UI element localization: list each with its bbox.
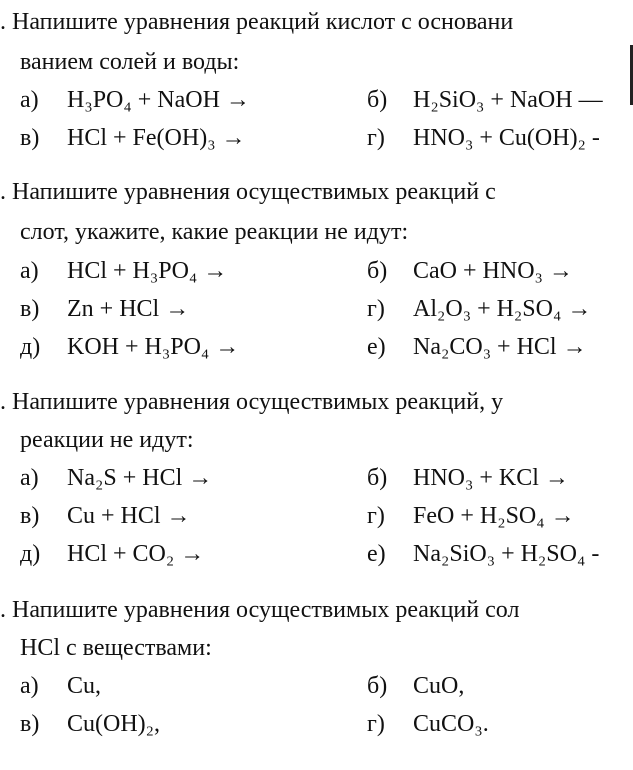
item-label: г) bbox=[367, 503, 385, 529]
reaction-formula: HCl + CO₂ → bbox=[67, 541, 205, 567]
item-label: б) bbox=[367, 87, 388, 113]
task-3-text-line-1: . Напишите уравнения осуществимых реакций, у bbox=[0, 389, 504, 415]
item-label: д) bbox=[20, 334, 41, 360]
item-label: г) bbox=[367, 296, 385, 322]
task-3-row-1 bbox=[0, 458, 633, 498]
task-2-row-2 bbox=[0, 289, 633, 329]
task-4-row-1 bbox=[0, 666, 633, 706]
reaction-formula: Cu(OH)₂, bbox=[67, 711, 161, 737]
reaction-formula: CaO + HNO₃ → bbox=[413, 258, 573, 284]
reaction-formula: Na₂SiO₃ + H₂SO₄ - bbox=[413, 541, 600, 567]
task-1-row-2 bbox=[0, 118, 633, 158]
reaction-formula: HNO₃ + KCl → bbox=[413, 465, 569, 491]
reaction-formula: Na₂CO₃ + HCl → bbox=[413, 334, 587, 360]
item-label: е) bbox=[367, 541, 386, 567]
item-label: а) bbox=[20, 673, 39, 699]
reaction-formula: CuCO₃. bbox=[413, 711, 489, 737]
reaction-formula: Al₂O₃ + H₂SO₄ → bbox=[413, 296, 592, 322]
item-label: г) bbox=[367, 711, 385, 737]
task-4-text-line-2: HCl с веществами: bbox=[20, 635, 212, 661]
task-3-row-3 bbox=[0, 534, 633, 574]
task-2-text-line-2: слот, укажите, какие реакции не идут: bbox=[20, 219, 409, 245]
reaction-formula: HCl + H₃PO₄ → bbox=[67, 258, 228, 284]
reaction-formula: Na₂S + HCl → bbox=[67, 465, 213, 491]
item-label: в) bbox=[20, 296, 40, 322]
task-2-text-line-1: . Напишите уравнения осуществимых реакций с bbox=[0, 179, 496, 205]
reaction-formula: Zn + HCl → bbox=[67, 296, 190, 322]
item-label: е) bbox=[367, 334, 386, 360]
task-3-row-2 bbox=[0, 496, 633, 536]
reaction-formula: FeO + H₂SO₄ → bbox=[413, 503, 575, 529]
item-label: в) bbox=[20, 503, 40, 529]
reaction-formula: HNO₃ + Cu(OH)₂ - bbox=[413, 125, 600, 151]
task-1-text-line-1: . Напишите уравнения реакций кислот с основани bbox=[0, 9, 514, 35]
reaction-formula: H₃PO₄ + NaOH → bbox=[67, 87, 250, 113]
reaction-formula: HCl + Fe(OH)₃ → bbox=[67, 125, 246, 151]
item-label: в) bbox=[20, 711, 40, 737]
reaction-formula: H₂SiO₃ + NaOH — bbox=[413, 87, 603, 113]
task-1-row-1 bbox=[0, 80, 633, 120]
item-label: а) bbox=[20, 258, 39, 284]
task-4-text-line-1: . Напишите уравнения осуществимых реакций сол bbox=[0, 597, 520, 623]
task-3-text-line-2: реакции не идут: bbox=[20, 427, 194, 453]
task-1-text-line-2: ванием солей и воды: bbox=[20, 49, 240, 75]
reaction-formula: Cu + HCl → bbox=[67, 503, 191, 529]
item-label: б) bbox=[367, 258, 388, 284]
item-label: а) bbox=[20, 465, 39, 491]
task-4-row-2 bbox=[0, 704, 633, 744]
reaction-formula: KOH + H₃PO₄ → bbox=[67, 334, 240, 360]
task-2-row-3 bbox=[0, 327, 633, 367]
task-2-row-1 bbox=[0, 251, 633, 291]
item-label: г) bbox=[367, 125, 385, 151]
item-label: д) bbox=[20, 541, 41, 567]
reaction-formula: Cu, bbox=[67, 673, 102, 699]
item-label: б) bbox=[367, 673, 388, 699]
item-label: в) bbox=[20, 125, 40, 151]
item-label: а) bbox=[20, 87, 39, 113]
item-label: б) bbox=[367, 465, 388, 491]
reaction-formula: CuO, bbox=[413, 673, 465, 699]
